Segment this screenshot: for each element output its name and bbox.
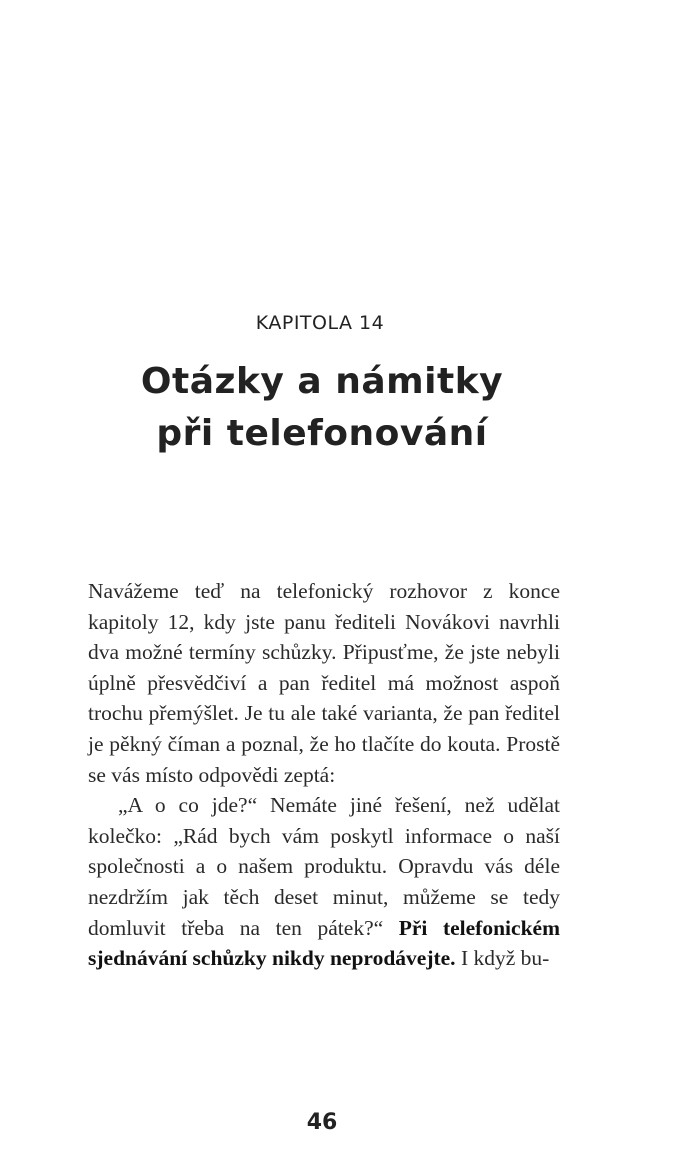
chapter-title-line-1: Otázky a námitky <box>140 361 504 402</box>
chapter-title <box>0 356 644 460</box>
chapter-label: KAPITOLA 14 <box>255 312 385 334</box>
body-text <box>88 576 560 974</box>
paragraph-2 <box>88 790 560 974</box>
paragraph-2-text: „A o co jde?“ Nemáte jiné řešení, než udělat kolečko: „Rád bych vám poskytl informace o naší společnosti a o našem produktu. Opravdu vás déle nezdržím jak těch deset minut, můžeme se tedy domluvit třeba na ten pátek?“ <box>88 793 560 940</box>
paragraph-2-tail: I když bu- <box>455 946 550 971</box>
chapter-title-line-2: při telefonování <box>156 413 488 454</box>
paragraph-1: Navážeme teď na telefonický rozhovor z konce kapitoly 12, kdy jste panu řediteli Novákovi navrhli dva možné termíny schůzky. Připusťme, že jste nebyli úplně přesvědčiví a pan ředitel má možnost aspoň trochu přemýšlet. Je tu ale také varianta, že pan ředitel je pěkný číman a poznal, že ho tlačíte do kouta. Prostě se vás místo odpovědi zeptá: <box>88 579 560 787</box>
page-number: 46 <box>306 1110 338 1135</box>
paragraph-2-bold: Při telefonickém sjednávání schůzky nikdy neprodávejte. <box>88 915 560 971</box>
